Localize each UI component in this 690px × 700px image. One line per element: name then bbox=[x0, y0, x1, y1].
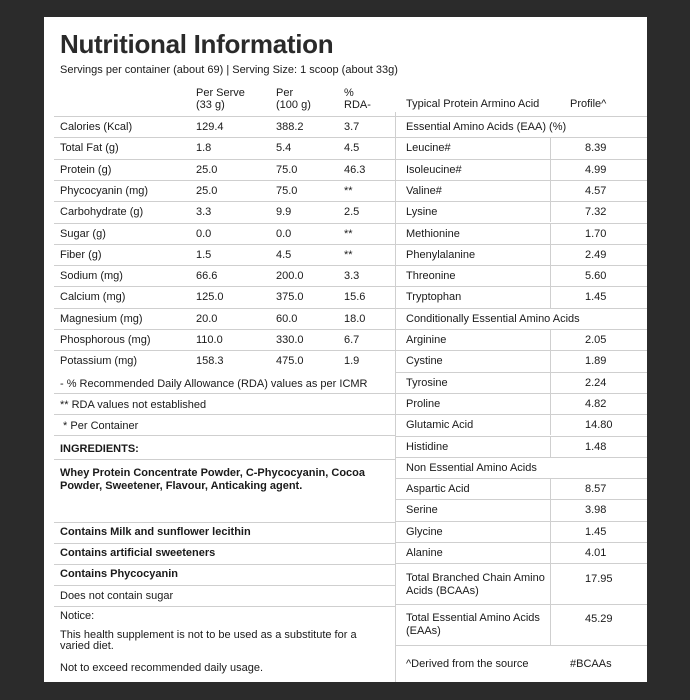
nutrition-row bbox=[54, 201, 395, 222]
divider bbox=[54, 244, 395, 245]
ingredients-list: Whey Protein Concentrate Powder, C-Phycocyanin, Cocoa Powder, Sweetener, Flavour, Anticaking agent. bbox=[60, 467, 366, 492]
per-serve-value: 1.5 bbox=[196, 248, 212, 261]
notice-daily-usage: Not to exceed recommended daily usage. bbox=[60, 662, 264, 674]
section-essential bbox=[395, 116, 647, 137]
amino-acid-value: 4.57 bbox=[585, 184, 607, 197]
nutrient-name: Phosphorous (mg) bbox=[60, 334, 151, 346]
rda-value: 15.6 bbox=[344, 291, 366, 304]
divider bbox=[54, 180, 395, 181]
per-100g-value: 0.0 bbox=[276, 227, 292, 240]
nutrition-row bbox=[54, 265, 395, 286]
amino-acid-row bbox=[395, 499, 647, 520]
divider bbox=[54, 159, 395, 160]
amino-acid-name: Aspartic Acid bbox=[406, 483, 470, 496]
amino-acid-name: Cystine bbox=[406, 355, 443, 368]
value-divider bbox=[550, 499, 551, 520]
section-label: Non Essential Amino Acids bbox=[406, 461, 537, 474]
nutrition-row bbox=[54, 223, 395, 244]
section-non-essential bbox=[395, 457, 647, 478]
amino-acid-value: 1.70 bbox=[585, 227, 607, 240]
divider bbox=[395, 563, 647, 564]
nutrition-row bbox=[54, 350, 395, 371]
page-title: Nutritional Information bbox=[60, 29, 334, 59]
amino-acid-name: Proline bbox=[406, 397, 441, 410]
nutrient-name: Sodium (mg) bbox=[60, 270, 123, 283]
per-100g-value: 388.2 bbox=[276, 121, 304, 133]
statement-phycocyanin: Contains Phycocyanin bbox=[60, 568, 178, 580]
amino-acid-value: 8.39 bbox=[585, 142, 607, 155]
nutrient-name: Calories (Kcal) bbox=[60, 121, 133, 133]
per-serve-value: 66.6 bbox=[196, 270, 218, 283]
value-divider bbox=[550, 286, 551, 307]
amino-acid-row bbox=[395, 350, 647, 371]
nutrition-row bbox=[54, 159, 395, 180]
per-100g-value: 475.0 bbox=[276, 355, 304, 368]
amino-acid-row bbox=[395, 223, 647, 244]
divider bbox=[54, 564, 395, 565]
divider bbox=[54, 435, 395, 436]
serving-info: Servings per container (about 69) | Serving Size: 1 scoop (about 33g) bbox=[60, 64, 398, 76]
per-100g-value: 200.0 bbox=[276, 270, 304, 283]
nutrient-name: Fiber (g) bbox=[60, 248, 102, 261]
amino-acid-row bbox=[395, 436, 647, 457]
notice-label: Notice: bbox=[60, 610, 95, 622]
amino-acid-value: 4.82 bbox=[585, 397, 607, 410]
value-divider bbox=[550, 265, 551, 286]
amino-acid-name: Glutamic Acid bbox=[406, 419, 474, 432]
value-divider bbox=[550, 329, 551, 350]
value-divider bbox=[550, 393, 551, 414]
per-serve-value: 110.0 bbox=[196, 334, 223, 346]
value-divider bbox=[550, 201, 551, 222]
nutrition-row bbox=[54, 180, 395, 201]
value-divider bbox=[550, 223, 551, 244]
amino-acid-row bbox=[395, 286, 647, 307]
statement-milk: Contains Milk and sunflower lecithin bbox=[60, 526, 251, 538]
rda-value: 6.7 bbox=[344, 334, 360, 346]
value-divider bbox=[550, 436, 551, 457]
amino-acid-value: 4.99 bbox=[585, 163, 607, 176]
amino-header-name: Typical Protein Armino Acid bbox=[406, 98, 540, 110]
rda-value: ** bbox=[344, 248, 353, 261]
footnote-bcaa: #BCAAs bbox=[570, 658, 612, 670]
value-divider bbox=[550, 180, 551, 201]
value-divider bbox=[550, 372, 551, 393]
amino-acid-name: Valine# bbox=[406, 184, 442, 197]
per-serve-value: 1.8 bbox=[196, 142, 212, 155]
amino-acid-value: 2.49 bbox=[585, 248, 607, 261]
amino-header-profile: Profile^ bbox=[570, 98, 607, 110]
rda-value: 4.5 bbox=[344, 142, 360, 155]
amino-acid-name: Isoleucine# bbox=[406, 163, 462, 176]
nutrition-row bbox=[54, 286, 395, 307]
amino-acid-value: 4.01 bbox=[585, 547, 607, 559]
per-serve-value: 158.3 bbox=[196, 355, 224, 368]
nutrition-row bbox=[54, 244, 395, 265]
amino-acid-row bbox=[395, 265, 647, 286]
nutrient-name: Carbohydrate (g) bbox=[60, 206, 144, 219]
amino-acid-row bbox=[395, 478, 647, 499]
value-divider bbox=[550, 563, 551, 645]
rda-value: 3.3 bbox=[344, 270, 360, 283]
amino-acid-name: Histidine bbox=[406, 440, 449, 453]
value-divider bbox=[550, 414, 551, 435]
eaa-value: 45.29 bbox=[585, 613, 613, 625]
note-per-container: * Per Container bbox=[60, 420, 139, 432]
per-100g-value: 75.0 bbox=[276, 163, 298, 176]
per-serve-value: 129.4 bbox=[196, 121, 224, 133]
divider bbox=[54, 329, 395, 330]
value-divider bbox=[550, 350, 551, 371]
amino-acid-row bbox=[395, 372, 647, 393]
amino-acid-value: 2.24 bbox=[585, 376, 607, 389]
per-100g-value: 330.0 bbox=[276, 334, 304, 346]
nutrient-name: Potassium (mg) bbox=[60, 355, 138, 368]
divider bbox=[395, 645, 647, 646]
statement-sweeteners: Contains artificial sweeteners bbox=[60, 547, 216, 559]
header-per-serve: Per Serve (33 g) bbox=[196, 87, 245, 111]
value-divider bbox=[550, 137, 551, 158]
divider bbox=[54, 522, 395, 523]
divider bbox=[54, 350, 395, 351]
amino-acid-value: 7.32 bbox=[585, 206, 607, 219]
amino-acid-value: 1.45 bbox=[585, 291, 607, 304]
divider bbox=[54, 223, 395, 224]
statement-no-sugar: Does not contain sugar bbox=[60, 590, 174, 602]
amino-acid-row bbox=[395, 393, 647, 414]
per-serve-value: 3.3 bbox=[196, 206, 212, 219]
amino-acid-name: Serine bbox=[406, 504, 438, 517]
bcaa-value: 17.95 bbox=[585, 573, 613, 585]
nutrient-name: Phycocyanin (mg) bbox=[60, 184, 149, 197]
value-divider bbox=[550, 159, 551, 180]
amino-acid-row bbox=[395, 329, 647, 350]
per-serve-value: 0.0 bbox=[196, 227, 212, 240]
divider bbox=[54, 393, 395, 394]
divider bbox=[54, 459, 395, 460]
bcaa-label: Total Branched Chain Amino Acids (BCAAs) bbox=[406, 572, 545, 597]
amino-acid-name: Arginine bbox=[406, 334, 447, 346]
divider bbox=[54, 265, 395, 266]
divider bbox=[395, 604, 647, 605]
footnote-source: ^Derived from the source bbox=[406, 658, 529, 670]
divider bbox=[54, 606, 395, 607]
divider bbox=[54, 414, 395, 415]
amino-acid-value: 8.57 bbox=[585, 483, 607, 496]
value-divider bbox=[550, 244, 551, 265]
rda-value: 2.5 bbox=[344, 206, 360, 219]
nutrient-name: Calcium (mg) bbox=[60, 291, 126, 304]
amino-acid-name: Leucine# bbox=[406, 142, 451, 155]
divider bbox=[54, 201, 395, 202]
ingredients-heading: INGREDIENTS: bbox=[60, 443, 139, 455]
amino-acid-row bbox=[395, 521, 647, 542]
per-serve-value: 25.0 bbox=[196, 184, 218, 197]
amino-acid-name: Alanine bbox=[406, 547, 443, 559]
nutrient-name: Sugar (g) bbox=[60, 227, 106, 240]
per-100g-value: 60.0 bbox=[276, 312, 298, 325]
amino-acid-value: 3.98 bbox=[585, 504, 607, 517]
per-serve-value: 20.0 bbox=[196, 312, 218, 325]
nutrient-name: Magnesium (mg) bbox=[60, 312, 143, 325]
nutrition-row bbox=[54, 329, 395, 350]
amino-acid-value: 5.60 bbox=[585, 270, 607, 283]
notice-substitute: This health supplement is not to be used as a substitute for a varied diet. bbox=[60, 629, 357, 652]
rda-value: 18.0 bbox=[344, 312, 366, 325]
eaa-label: Total Essential Amino Acids (EAAs) bbox=[406, 612, 540, 637]
nutrition-row bbox=[54, 116, 395, 137]
nutrient-name: Total Fat (g) bbox=[60, 142, 119, 155]
amino-acid-row bbox=[395, 180, 647, 201]
rda-value: 3.7 bbox=[344, 121, 360, 133]
rda-value: 46.3 bbox=[344, 163, 366, 176]
rda-value: 1.9 bbox=[344, 355, 360, 368]
rda-value: ** bbox=[344, 227, 353, 240]
per-serve-value: 25.0 bbox=[196, 163, 218, 176]
divider bbox=[54, 137, 395, 138]
per-100g-value: 4.5 bbox=[276, 248, 292, 261]
amino-acid-row bbox=[395, 201, 647, 222]
section-conditional bbox=[395, 308, 647, 329]
divider bbox=[54, 585, 395, 586]
per-100g-value: 75.0 bbox=[276, 184, 298, 197]
amino-acid-row bbox=[395, 542, 647, 563]
nutrition-row bbox=[54, 308, 395, 329]
amino-acid-row bbox=[395, 137, 647, 158]
amino-acid-value: 1.45 bbox=[585, 525, 607, 538]
note-rda-not-established: ** RDA values not established bbox=[60, 399, 207, 411]
per-100g-value: 375.0 bbox=[276, 291, 304, 304]
per-serve-value: 125.0 bbox=[196, 291, 224, 304]
amino-acid-value: 14.80 bbox=[585, 419, 613, 432]
section-label: Conditionally Essential Amino Acids bbox=[406, 312, 580, 325]
amino-acid-name: Tryptophan bbox=[406, 291, 462, 304]
amino-acid-value: 2.05 bbox=[585, 334, 607, 346]
amino-acid-row bbox=[395, 414, 647, 435]
amino-acid-value: 1.89 bbox=[585, 355, 607, 368]
amino-acid-row bbox=[395, 159, 647, 180]
amino-acid-name: Lysine bbox=[406, 206, 438, 219]
divider bbox=[54, 116, 395, 117]
value-divider bbox=[550, 521, 551, 542]
amino-acid-row bbox=[395, 244, 647, 265]
amino-acid-name: Glycine bbox=[406, 525, 443, 538]
divider bbox=[54, 308, 395, 309]
nutrition-row bbox=[54, 137, 395, 158]
note-rda-icmr: - % Recommended Daily Allowance (RDA) values as per ICMR bbox=[60, 378, 368, 390]
section-label: Essential Amino Acids (EAA) (%) bbox=[406, 121, 567, 133]
amino-acid-value: 1.48 bbox=[585, 440, 607, 453]
amino-acid-name: Phenylalanine bbox=[406, 248, 476, 261]
rda-value: ** bbox=[344, 184, 353, 197]
per-100g-value: 9.9 bbox=[276, 206, 292, 219]
per-100g-value: 5.4 bbox=[276, 142, 292, 155]
nutrient-name: Protein (g) bbox=[60, 163, 112, 176]
amino-acid-name: Threonine bbox=[406, 270, 456, 283]
value-divider bbox=[550, 542, 551, 563]
divider bbox=[54, 543, 395, 544]
amino-acid-name: Methionine bbox=[406, 227, 460, 240]
header-per-100g: Per (100 g) bbox=[276, 87, 311, 111]
nutrition-panel bbox=[44, 17, 647, 682]
value-divider bbox=[550, 478, 551, 499]
header-rda: % RDA- bbox=[344, 87, 371, 111]
amino-acid-name: Tyrosine bbox=[406, 376, 448, 389]
divider bbox=[54, 286, 395, 287]
